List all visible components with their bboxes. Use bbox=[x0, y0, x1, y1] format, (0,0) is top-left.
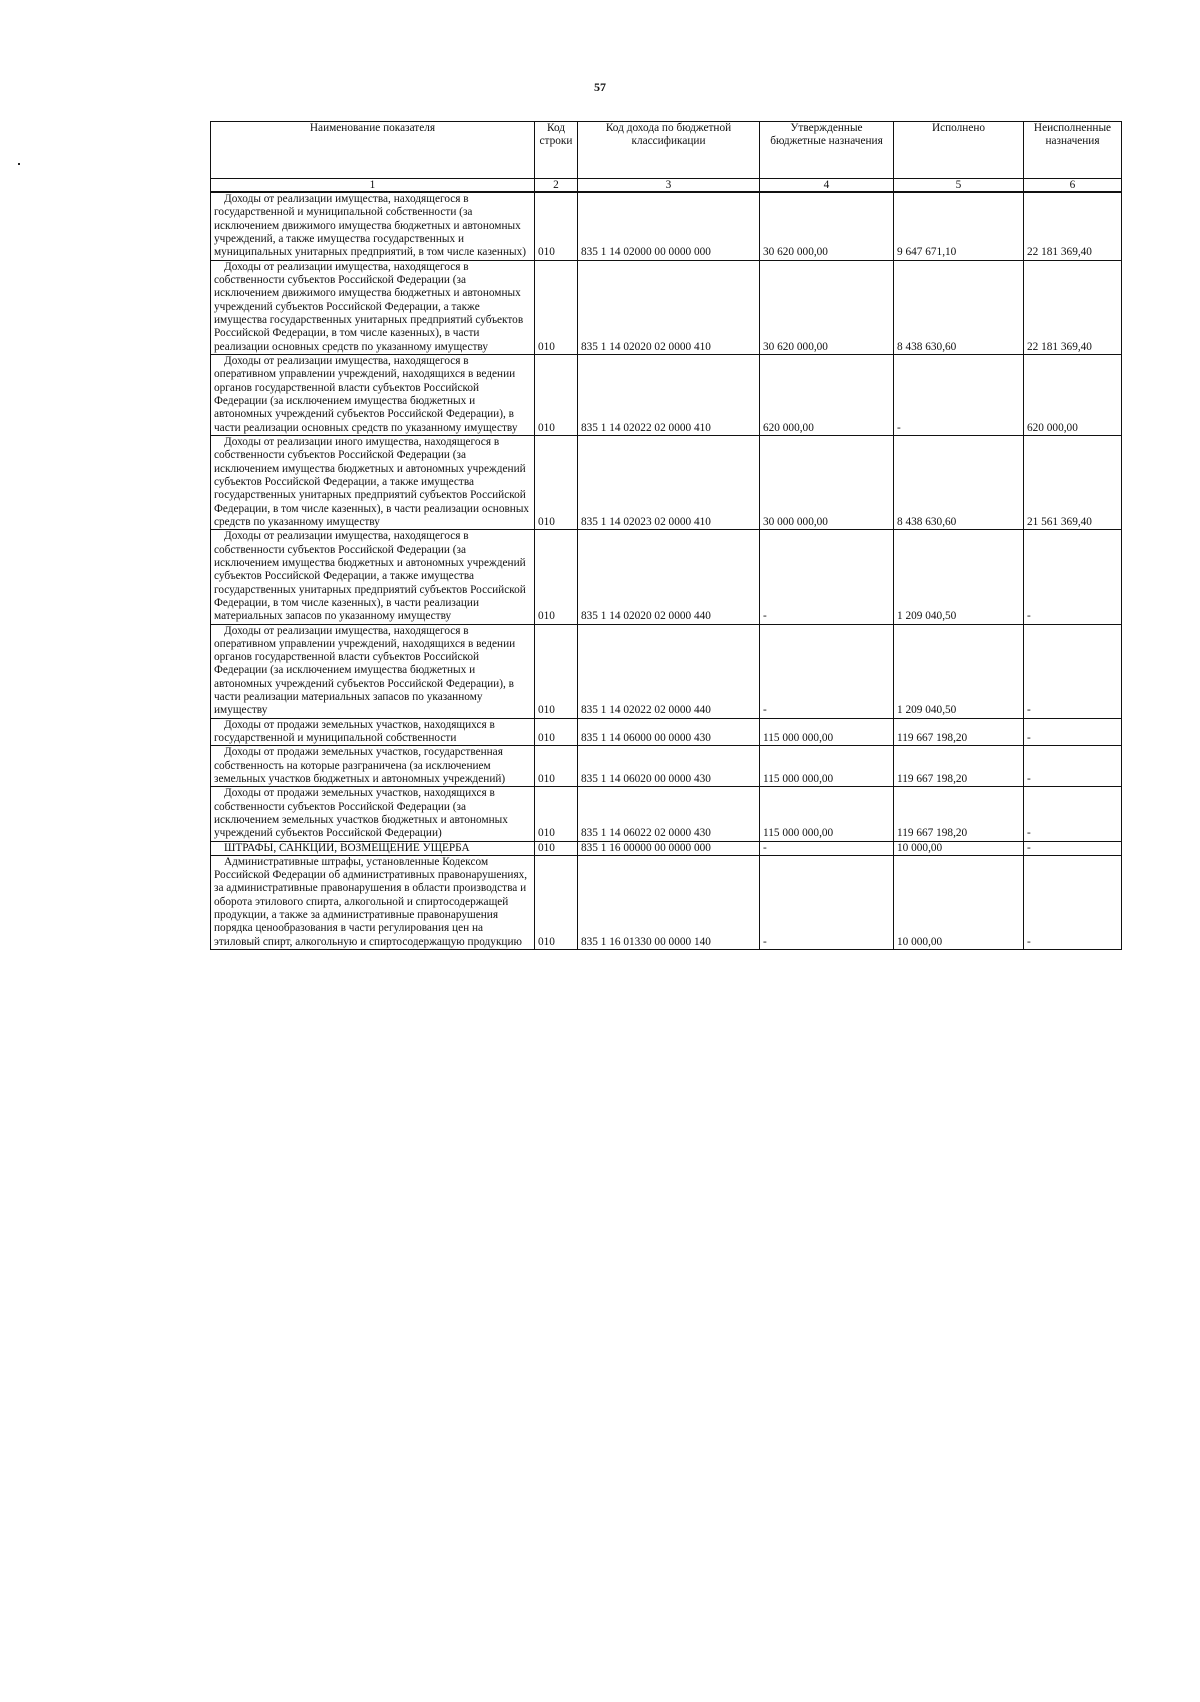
table-row bbox=[211, 530, 1122, 624]
row-name-text: Доходы от реализации имущества, находящегося в оперативном управлении учреждений, находящихся в ведении органов государственной власти субъектов Российской Федерации (за исключением имущества бюджетных и автономных учреждений субъектов Российской Федерации), в части реализации материальных запасов по указанному имуществу bbox=[214, 624, 516, 717]
row-name bbox=[211, 746, 535, 787]
header-row bbox=[211, 122, 1122, 179]
row-line-code: 010 bbox=[535, 624, 578, 718]
row-unexecuted: 620 000,00 bbox=[1024, 354, 1122, 435]
header-income-code: Код дохода по бюджетной классификации bbox=[578, 122, 760, 179]
row-line-code: 010 bbox=[535, 530, 578, 624]
row-unexecuted: - bbox=[1024, 855, 1122, 949]
row-executed: 8 438 630,60 bbox=[894, 435, 1024, 529]
table-row bbox=[211, 746, 1122, 787]
table-row bbox=[211, 624, 1122, 718]
row-executed: 119 667 198,20 bbox=[894, 746, 1024, 787]
row-executed: 10 000,00 bbox=[894, 855, 1024, 949]
row-line-code: 010 bbox=[535, 746, 578, 787]
row-income-code: 835 1 16 01330 00 0000 140 bbox=[578, 855, 760, 949]
row-name-text: Доходы от реализации иного имущества, находящегося в собственности субъектов Российской Федерации (за исключением имущества бюджетных и автономных учреждений субъектов Российской Федерации, а также имущества государственных унитарных предприятий субъектов Российской Федерации, в том числе казенных), в части реализации основных средств по указанному имуществу bbox=[214, 435, 530, 528]
row-name bbox=[211, 354, 535, 435]
page-number: 57 bbox=[594, 80, 606, 94]
column-number: 5 bbox=[894, 179, 1024, 193]
row-unexecuted: 21 561 369,40 bbox=[1024, 435, 1122, 529]
row-name bbox=[211, 192, 535, 260]
row-approved: 115 000 000,00 bbox=[760, 718, 894, 746]
column-number: 3 bbox=[578, 179, 760, 193]
row-name-text: Доходы от реализации имущества, находящегося в государственной и муниципальной собственности (за исключением движимого имущества бюджетных и автономных учреждений, а также имущества государственных и муниципальных унитарных предприятий, в том числе казенных) bbox=[214, 193, 527, 259]
row-income-code: 835 1 14 02020 02 0000 410 bbox=[578, 260, 760, 354]
row-approved: - bbox=[760, 841, 894, 855]
row-approved: 30 620 000,00 bbox=[760, 192, 894, 260]
row-executed: 1 209 040,50 bbox=[894, 530, 1024, 624]
header-unexecuted: Неисполненные назначения bbox=[1024, 122, 1122, 179]
header-indicator-name: Наименование показателя bbox=[211, 122, 535, 179]
header-executed: Исполнено bbox=[894, 122, 1024, 179]
row-income-code: 835 1 14 06020 00 0000 430 bbox=[578, 746, 760, 787]
table-row bbox=[211, 260, 1122, 354]
row-income-code: 835 1 14 02022 02 0000 440 bbox=[578, 624, 760, 718]
row-name-text: ШТРАФЫ, САНКЦИИ, ВОЗМЕЩЕНИЕ УЩЕРБА bbox=[224, 841, 470, 854]
table-row bbox=[211, 855, 1122, 949]
row-approved: 30 620 000,00 bbox=[760, 260, 894, 354]
row-name-text: Доходы от реализации имущества, находящегося в собственности субъектов Российской Федерации (за исключением имущества бюджетных и автономных учреждений субъектов Российской Федерации, а также имущества государственных унитарных предприятий субъектов Российской Федерации, в том числе казенных), в части реализации материальных запасов по указанному имуществу bbox=[214, 530, 526, 623]
budget-income-table bbox=[210, 121, 1122, 950]
table-row bbox=[211, 841, 1122, 855]
row-line-code: 010 bbox=[535, 855, 578, 949]
stray-mark bbox=[18, 163, 20, 165]
row-executed: 119 667 198,20 bbox=[894, 787, 1024, 841]
row-name-text: Доходы от реализации имущества, находящегося в собственности субъектов Российской Федерации (за исключением движимого имущества бюджетных и автономных учреждений субъектов Российской Федерации, а также имущества государственных унитарных предприятий субъектов Российской Федерации, в том числе казенных), в части реализации основных средств по указанному имуществу bbox=[214, 260, 524, 353]
row-unexecuted: - bbox=[1024, 624, 1122, 718]
row-name-text: Доходы от продажи земельных участков, находящихся в собственности субъектов Российской Федерации (за исключением земельных участков бюджетных и автономных учреждений субъектов Российской Федерации) bbox=[214, 787, 508, 840]
row-executed: 119 667 198,20 bbox=[894, 718, 1024, 746]
row-line-code: 010 bbox=[535, 787, 578, 841]
row-name-text: Административные штрафы, установленные Кодексом Российской Федерации об административных правонарушениях, за административные правонарушения в области производства и оборота этилового спирта, алкогольной и спиртосодержащей продукции, а также за административные правонарушения порядка ценообразования в части регулирования цен на этиловый спирт, алкогольную и спиртосодержащую продукцию bbox=[214, 855, 528, 948]
row-unexecuted: - bbox=[1024, 746, 1122, 787]
column-number: 1 bbox=[211, 179, 535, 193]
table-row bbox=[211, 354, 1122, 435]
row-name bbox=[211, 718, 535, 746]
row-executed: 1 209 040,50 bbox=[894, 624, 1024, 718]
row-approved: 620 000,00 bbox=[760, 354, 894, 435]
row-income-code: 835 1 16 00000 00 0000 000 bbox=[578, 841, 760, 855]
row-income-code: 835 1 14 02023 02 0000 410 bbox=[578, 435, 760, 529]
header-approved: Утвержденные бюджетные назначения bbox=[760, 122, 894, 179]
row-name-text: Доходы от продажи земельных участков, государственная собственность на которые разграничена (за исключением земельных участков бюджетных и автономных учреждений) bbox=[214, 746, 506, 786]
row-line-code: 010 bbox=[535, 718, 578, 746]
row-unexecuted: - bbox=[1024, 841, 1122, 855]
row-name-text: Доходы от продажи земельных участков, находящихся в государственной и муниципальной собственности bbox=[214, 718, 495, 745]
row-income-code: 835 1 14 06022 02 0000 430 bbox=[578, 787, 760, 841]
row-unexecuted: - bbox=[1024, 718, 1122, 746]
row-line-code: 010 bbox=[535, 192, 578, 260]
row-executed: 10 000,00 bbox=[894, 841, 1024, 855]
row-executed: 9 647 671,10 bbox=[894, 192, 1024, 260]
row-executed: 8 438 630,60 bbox=[894, 260, 1024, 354]
row-name bbox=[211, 787, 535, 841]
row-name-text: Доходы от реализации имущества, находящегося в оперативном управлении учреждений, находящихся в ведении органов государственной власти субъектов Российской Федерации (за исключением имущества бюджетных и автономных учреждений субъектов Российской Федерации), в части реализации основных средств по указанному имуществу bbox=[214, 354, 518, 434]
column-number: 6 bbox=[1024, 179, 1122, 193]
row-income-code: 835 1 14 02000 00 0000 000 bbox=[578, 192, 760, 260]
table-row bbox=[211, 718, 1122, 746]
row-unexecuted: 22 181 369,40 bbox=[1024, 260, 1122, 354]
row-name bbox=[211, 855, 535, 949]
row-approved: - bbox=[760, 624, 894, 718]
row-name bbox=[211, 624, 535, 718]
row-executed: - bbox=[894, 354, 1024, 435]
column-number: 4 bbox=[760, 179, 894, 193]
row-income-code: 835 1 14 06000 00 0000 430 bbox=[578, 718, 760, 746]
row-name bbox=[211, 530, 535, 624]
header-line-code: Код строки bbox=[535, 122, 578, 179]
row-approved: 115 000 000,00 bbox=[760, 746, 894, 787]
row-unexecuted: 22 181 369,40 bbox=[1024, 192, 1122, 260]
row-unexecuted: - bbox=[1024, 787, 1122, 841]
row-name bbox=[211, 841, 535, 855]
row-line-code: 010 bbox=[535, 435, 578, 529]
row-income-code: 835 1 14 02020 02 0000 440 bbox=[578, 530, 760, 624]
row-income-code: 835 1 14 02022 02 0000 410 bbox=[578, 354, 760, 435]
row-approved: - bbox=[760, 855, 894, 949]
row-approved: - bbox=[760, 530, 894, 624]
table-row bbox=[211, 787, 1122, 841]
row-line-code: 010 bbox=[535, 841, 578, 855]
column-number-row bbox=[211, 179, 1122, 193]
row-approved: 30 000 000,00 bbox=[760, 435, 894, 529]
row-line-code: 010 bbox=[535, 354, 578, 435]
column-number: 2 bbox=[535, 179, 578, 193]
row-line-code: 010 bbox=[535, 260, 578, 354]
row-approved: 115 000 000,00 bbox=[760, 787, 894, 841]
row-unexecuted: - bbox=[1024, 530, 1122, 624]
table-row bbox=[211, 192, 1122, 260]
row-name bbox=[211, 260, 535, 354]
row-name bbox=[211, 435, 535, 529]
table-row bbox=[211, 435, 1122, 529]
